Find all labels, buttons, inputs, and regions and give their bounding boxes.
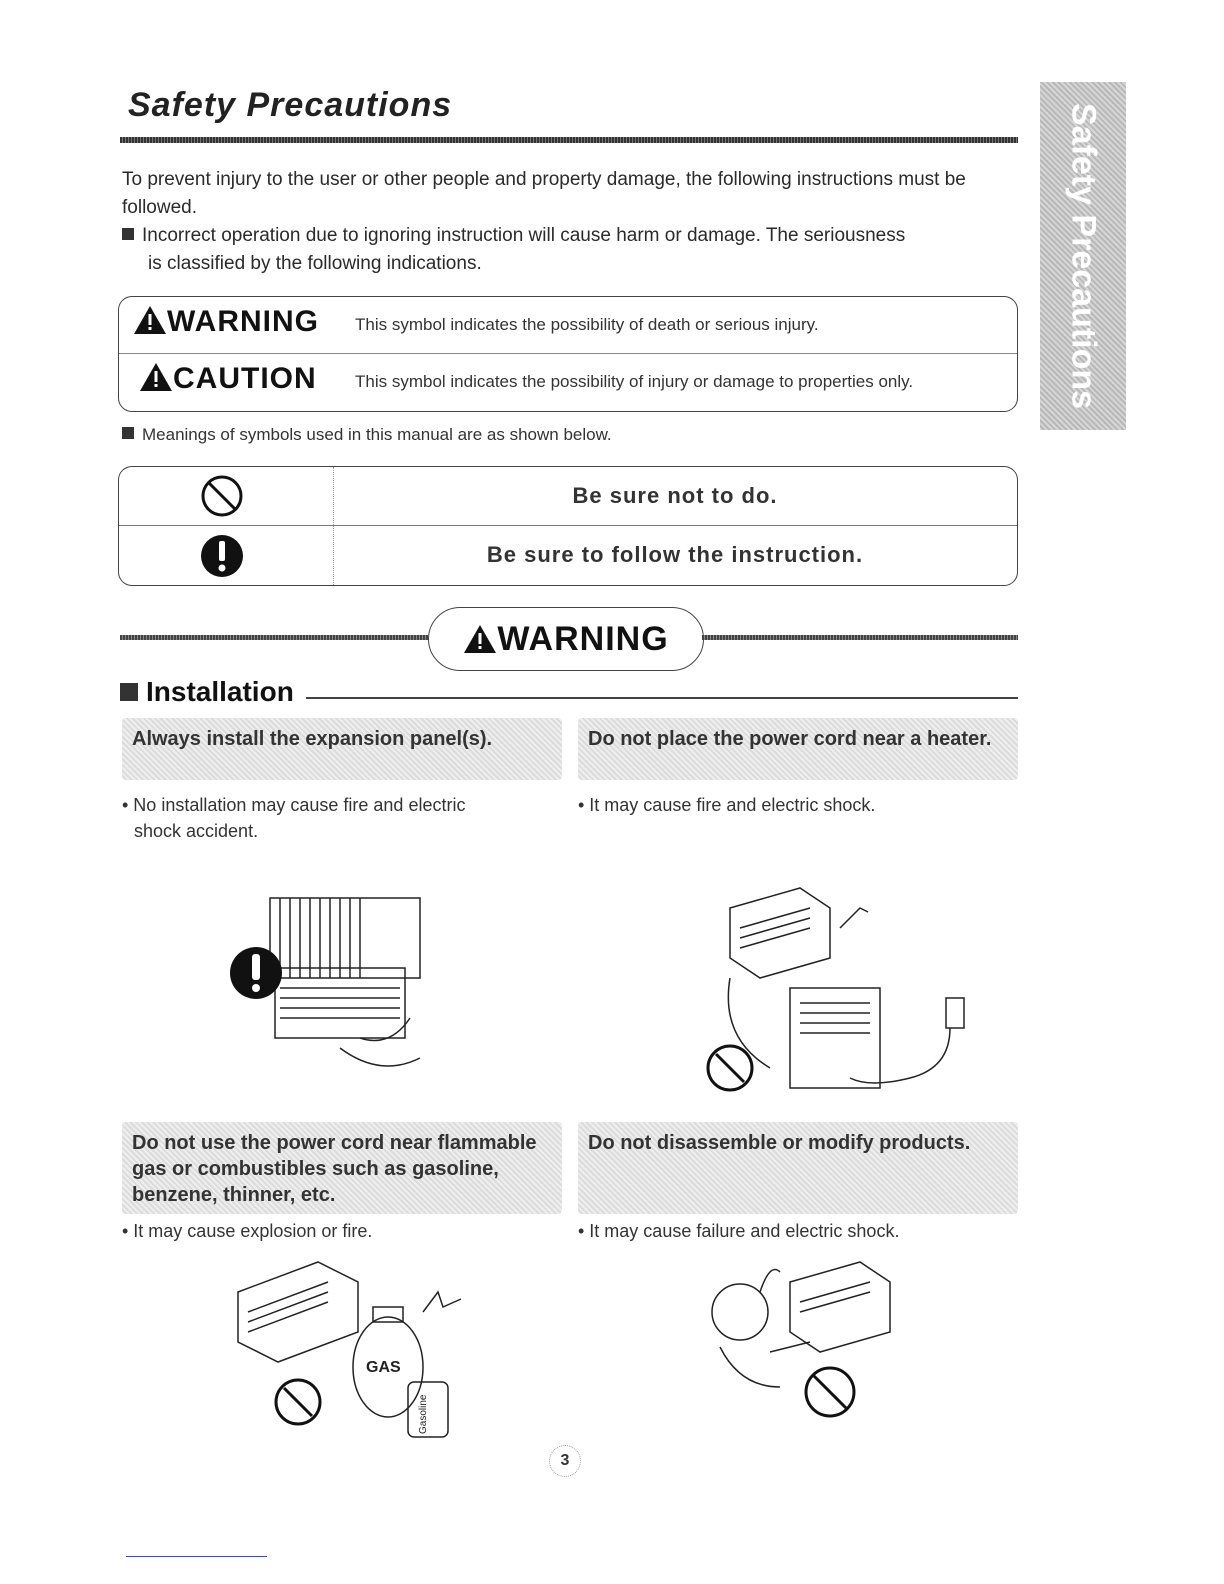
caution-triangle-icon (139, 362, 173, 392)
gas-label: GAS (366, 1359, 401, 1376)
bullet-square-icon (122, 427, 134, 439)
item-note: • It may cause fire and electric shock. (578, 795, 876, 815)
window-unit-expansion-panel-illustration (220, 878, 450, 1098)
gas-gasoline-illustration (228, 1252, 468, 1442)
bullet-square-icon (120, 683, 138, 701)
mandatory-icon (199, 532, 245, 580)
bullet-square-icon (122, 228, 134, 240)
section-title: Installation (146, 676, 294, 707)
title-rule (120, 137, 1018, 143)
intro-text (122, 166, 1002, 278)
item-heading: Do not use the power cord near flammable gas or combustibles such as gasoline, benzene, thinner, etc. (132, 1132, 537, 1206)
item-heading-box (122, 718, 562, 780)
meaning-text-prohibited: Be sure not to do. (572, 483, 778, 508)
item-note: • It may cause failure and electric shock. (578, 1221, 900, 1241)
item-heading-box (122, 1122, 562, 1214)
meanings-box (118, 466, 1018, 586)
page-title: Safety Precautions (128, 86, 453, 124)
cord-near-heater-illustration (700, 878, 980, 1098)
item-note: • No installation may cause fire and electric shock accident. (122, 795, 466, 841)
warning-banner-rule-left (120, 635, 428, 640)
item-note: • It may cause explosion or fire. (122, 1221, 373, 1241)
warning-label: WARNING (167, 305, 319, 338)
item-heading: Always install the expansion panel(s). (132, 728, 493, 750)
section-rule (306, 697, 1018, 699)
intro-line-2: Incorrect operation due to ignoring instruction will cause harm or damage. The seriousness (142, 225, 906, 246)
symbol-row-caution (119, 354, 1017, 410)
intro-line-3: is classified by the following indications. (148, 253, 482, 274)
side-tab (1040, 82, 1126, 430)
item-heading: Do not place the power cord near a heater. (588, 728, 992, 750)
symbol-row-warning (119, 297, 1017, 354)
item-heading: Do not disassemble or modify products. (588, 1132, 971, 1154)
warning-banner-rule-right (702, 635, 1018, 640)
caution-description: This symbol indicates the possibility of injury or damage to properties only. (355, 372, 914, 391)
item-heading-box (578, 718, 1018, 780)
meaning-row-mandatory (119, 526, 1017, 584)
warning-banner-label: WARNING (497, 620, 669, 658)
warning-description: This symbol indicates the possibility of death or serious injury. (355, 315, 819, 334)
item-heading-box (578, 1122, 1018, 1214)
disassemble-illustration (700, 1252, 920, 1432)
prohibition-icon (199, 473, 245, 519)
warning-triangle-icon (463, 624, 497, 654)
meaning-text-mandatory: Be sure to follow the instruction. (486, 542, 864, 567)
symbol-legend-box (118, 296, 1018, 412)
intro-line-1: To prevent injury to the user or other people and property damage, the following instructions must be followed. (122, 169, 966, 218)
warning-banner (428, 607, 704, 671)
gasoline-label: Gasoline (418, 1394, 429, 1434)
meanings-intro: Meanings of symbols used in this manual are as shown below. (142, 425, 612, 444)
page-number: 3 (549, 1445, 581, 1477)
footer-underline (126, 1556, 267, 1557)
caution-label: CAUTION (173, 362, 317, 395)
meaning-row-prohibited (119, 467, 1017, 526)
side-tab-label: Safety Precautions (1064, 102, 1103, 410)
warning-triangle-icon (133, 305, 167, 335)
